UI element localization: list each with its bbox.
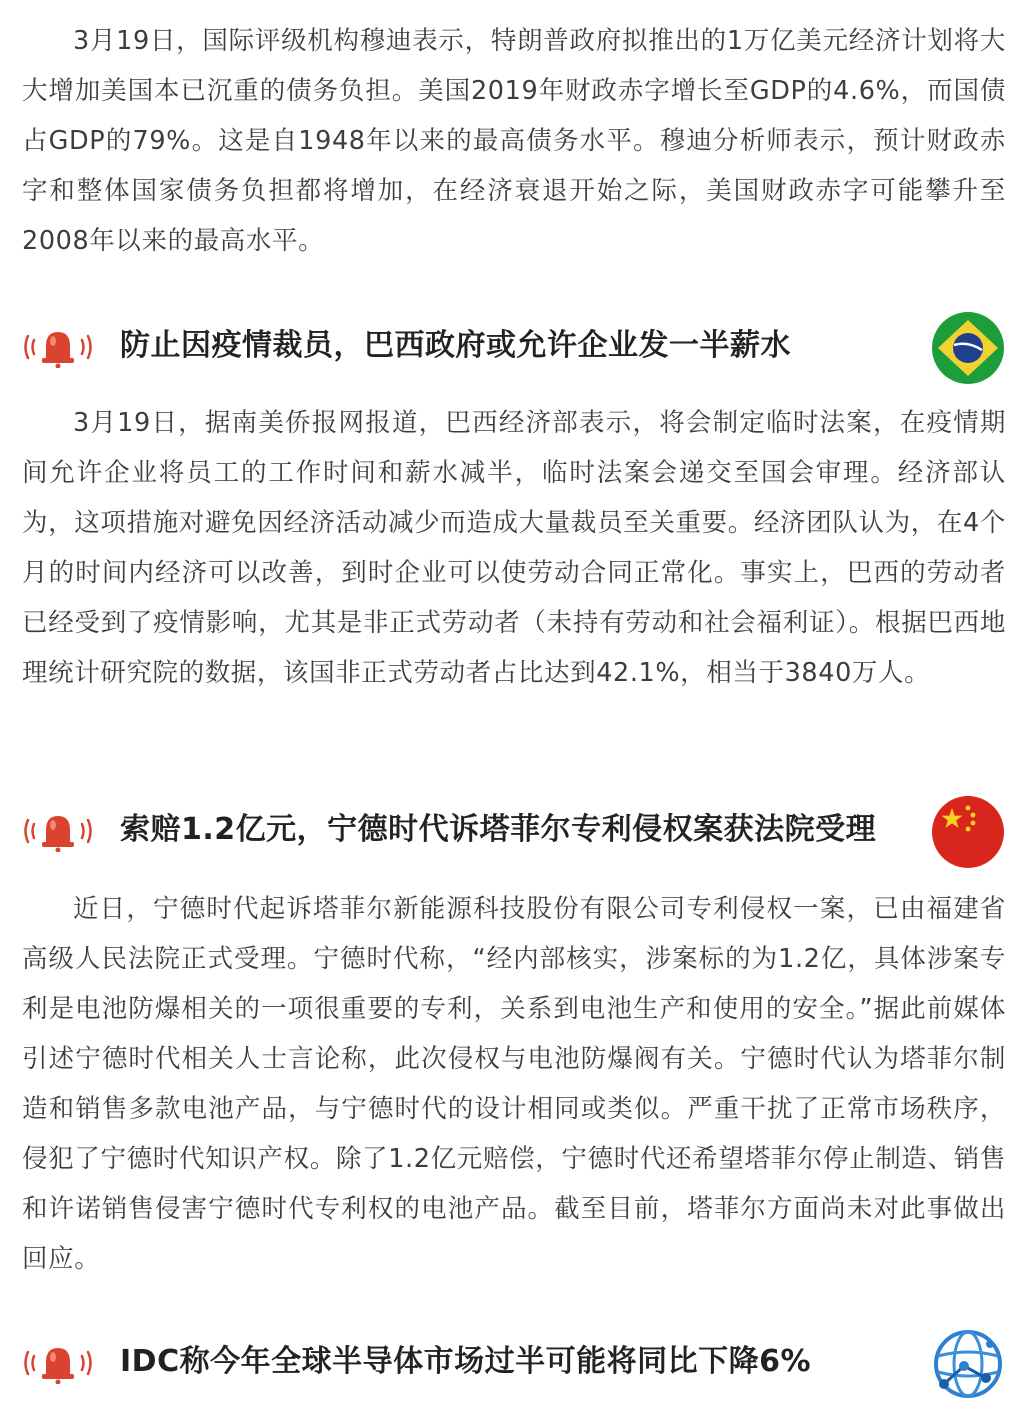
china-flag-icon — [930, 794, 1006, 870]
headline-text: IDC称今年全球半导体市场过半可能将同比下降6% — [120, 1344, 812, 1379]
headline-text: 防止因疫情裁员，巴西政府或允许企业发一半薪水 — [120, 328, 791, 363]
alarm-bell-icon — [22, 1342, 94, 1384]
article-paragraph-catl: 近日，宁德时代起诉塔菲尔新能源科技股份有限公司专利侵权一案，已由福建省高级人民法院正式受理。宁德时代称，“经内部核实，涉案标的为1.2亿，具体涉案专利是电池防爆相关的一项很重要的专利，关系到电池生产和使用的安全。”据此前媒体引述宁德时代相关人士言论称，此次侵权与电池防爆阀有关。宁德时代认为塔菲尔制造和销售多款电池产品，与宁德时代的设计相同或类似。严重干扰了正常市场秩序，侵犯了宁德时代知识产权。除了1.2亿元赔偿，宁德时代还希望塔菲尔停止制造、销售和许诺销售侵害宁德时代专利权的电池产品。截至目前，塔菲尔方面尚未对此事做出回应。 — [22, 894, 1006, 1274]
alarm-bell-icon — [22, 810, 94, 852]
news-heading-brazil — [0, 312, 1036, 392]
headline-text: 索赔1.2亿元，宁德时代诉塔菲尔专利侵权案获法院受理 — [120, 812, 877, 847]
brazil-flag-icon — [930, 310, 1006, 386]
article-paragraph-brazil: 3月19日，据南美侨报网报道，巴西经济部表示，将会制定临时法案，在疫情期间允许企业将员工的工作时间和薪水减半，临时法案会递交至国会审理。经济部认为，这项措施对避免因经济活动减少而造成大量裁员至关重要。经济团队认为，在4个月的时间内经济可以改善，到时企业可以使劳动合同正常化。事实上，巴西的劳动者已经受到了疫情影响，尤其是非正式劳动者（未持有劳动和社会福利证）。根据巴西地理统计研究院的数据，该国非正式劳动者占比达到42.1%，相当于3840万人。 — [22, 408, 1006, 688]
alarm-bell-icon — [22, 326, 94, 368]
globe-network-icon — [930, 1326, 1006, 1402]
article-paragraph-us-debt: 3月19日，国际评级机构穆迪表示，特朗普政府拟推出的1万亿美元经济计划将大大增加美国本已沉重的债务负担。美国2019年财政赤字增长至GDP的4.6%，而国债占GDP的79%。这是自1948年以来的最高债务水平。穆迪分析师表示，预计财政赤字和整体国家债务负担都将增加，在经济衰退开始之际，美国财政赤字可能攀升至2008年以来的最高水平。 — [22, 26, 1006, 256]
news-heading-idc — [0, 1328, 1036, 1408]
news-heading-catl — [0, 796, 1036, 876]
